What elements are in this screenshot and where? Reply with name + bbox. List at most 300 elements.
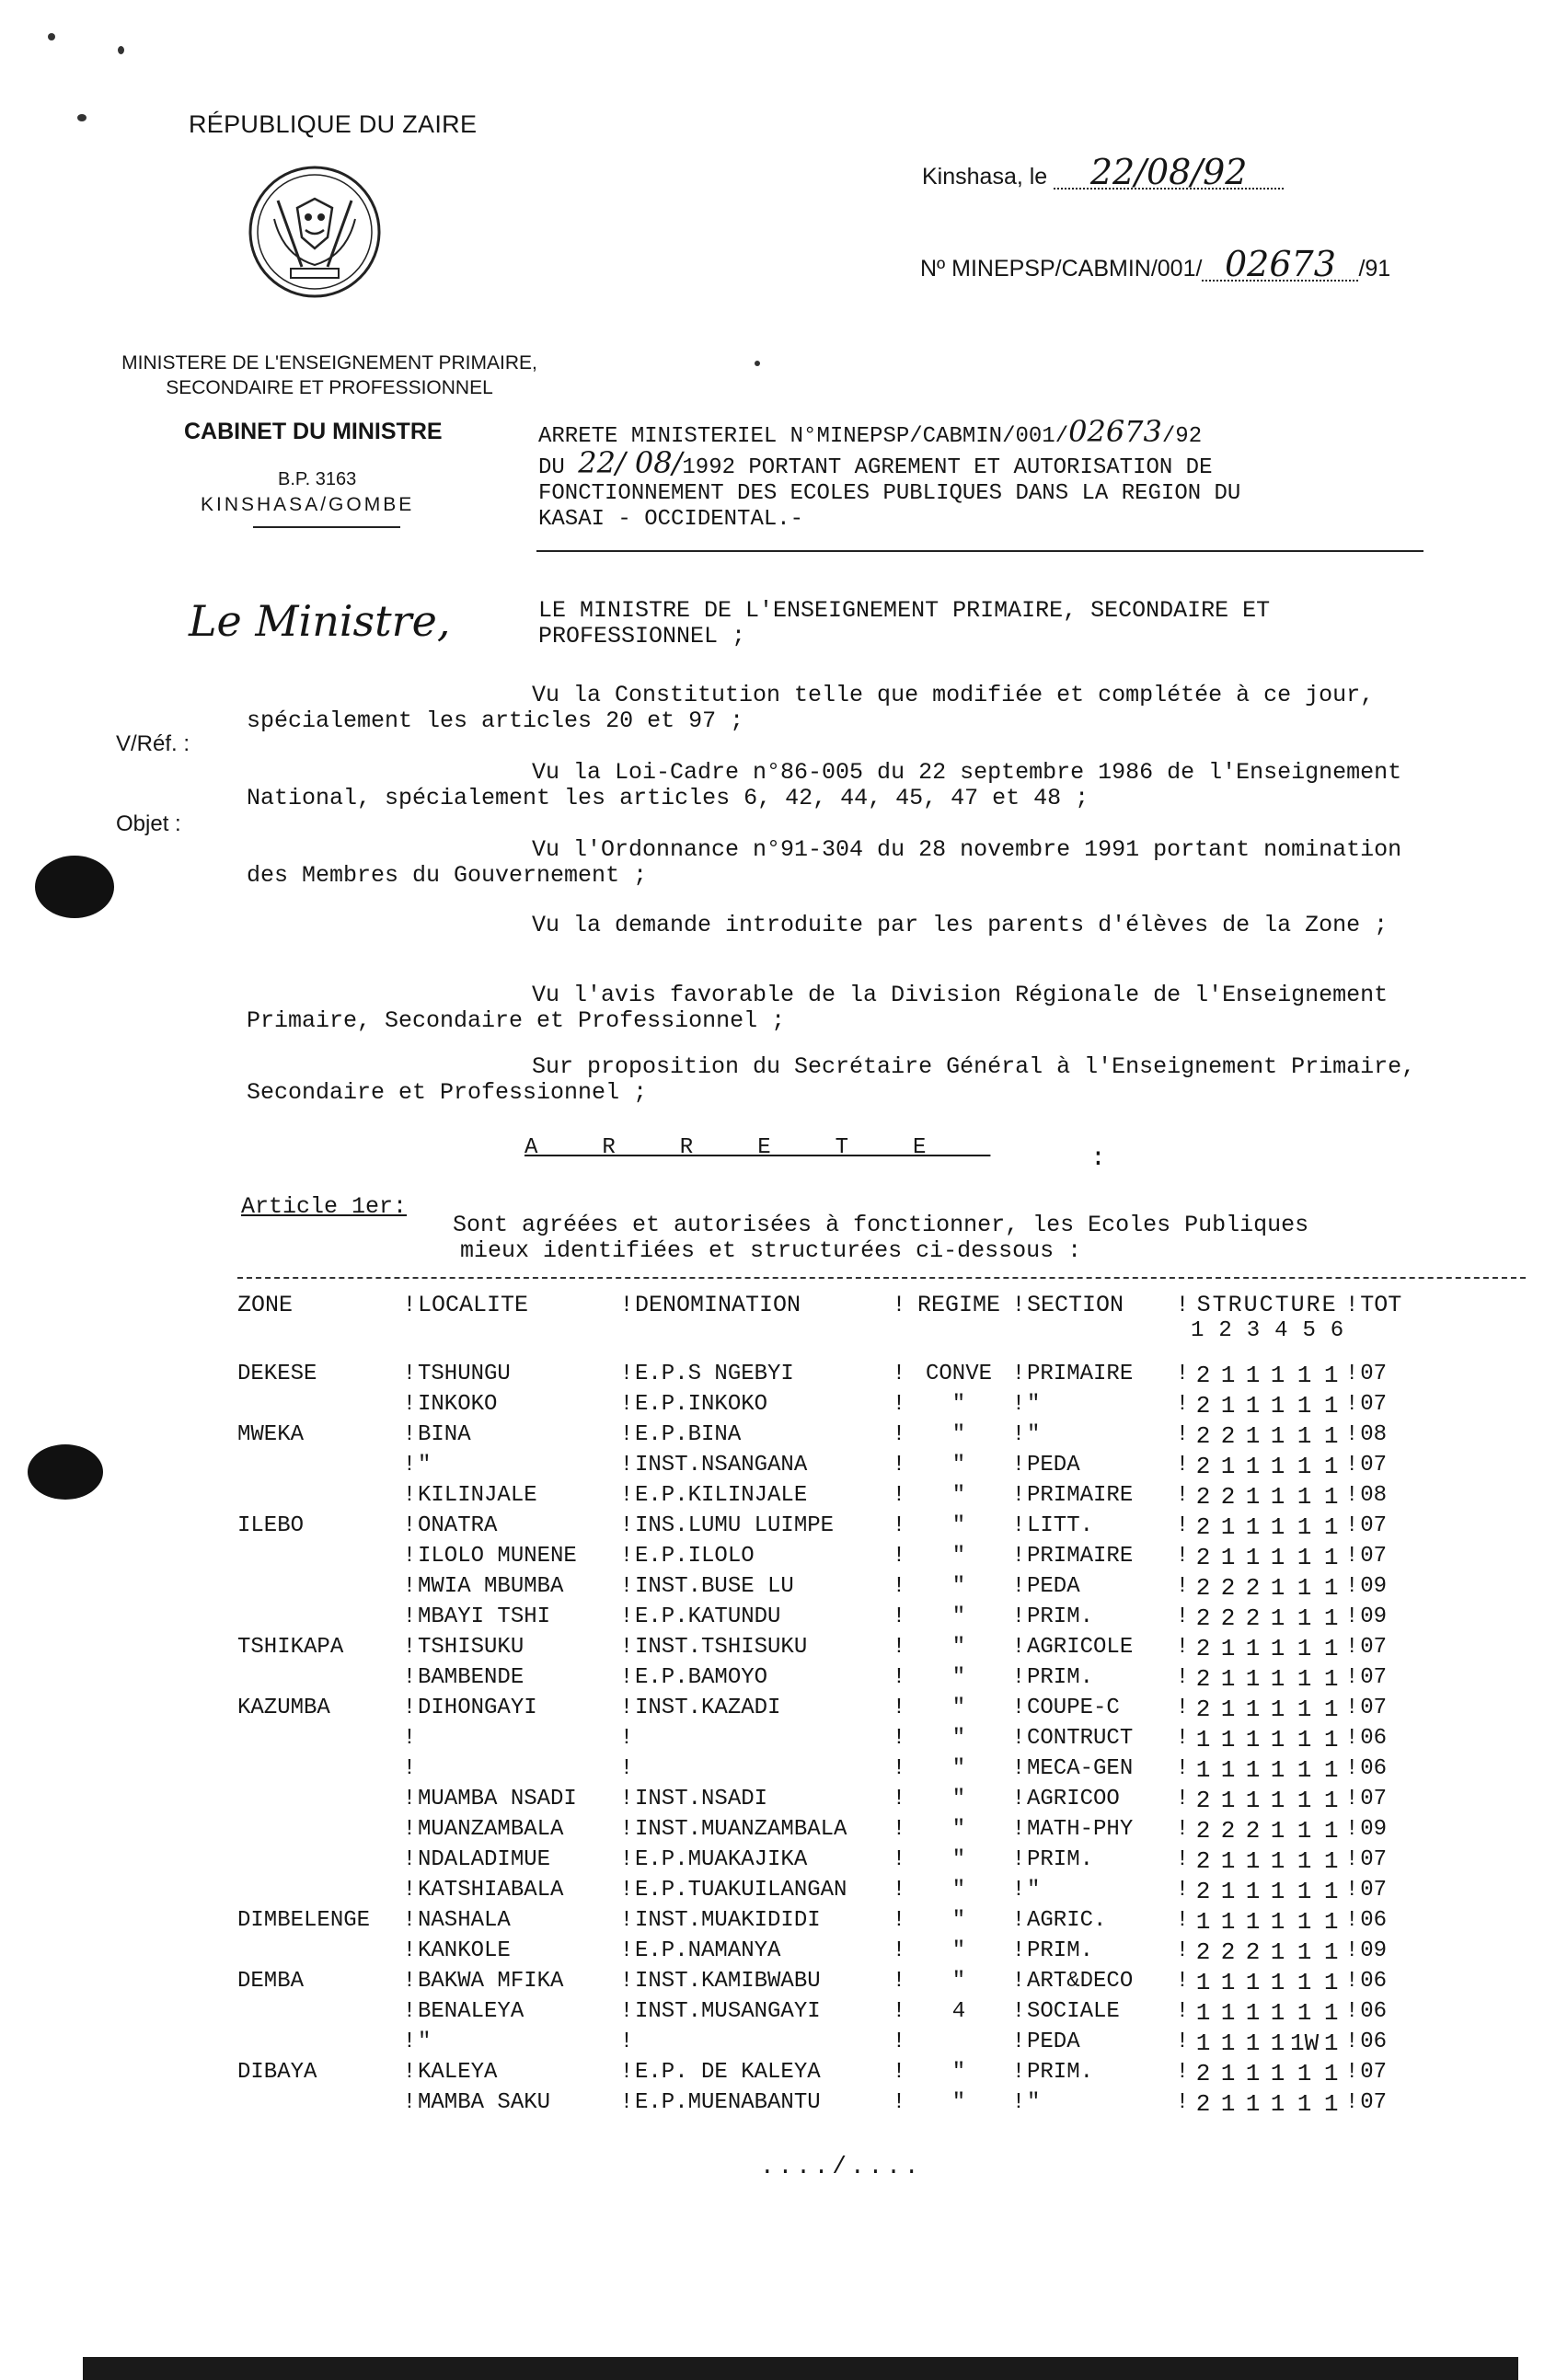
col-separator: ! <box>1345 1847 1359 1872</box>
cell-zone: KAZUMBA <box>237 1696 330 1720</box>
cell-structure-class: 2 <box>1195 1362 1211 1389</box>
cell-structure-class: 1 <box>1245 2029 1261 2057</box>
cell-total: 06 <box>1360 1969 1388 1994</box>
cell-structure-class: 1 <box>1220 1696 1236 1723</box>
col-separator: ! <box>619 1635 634 1660</box>
cell-structure-class: 1 <box>1297 1817 1312 1845</box>
cell-denomination: INST.MUAKIDIDI <box>635 1908 821 1933</box>
cell-structure-class: 2 <box>1195 2060 1211 2087</box>
cell-denomination: INST.KAMIBWABU <box>635 1969 821 1994</box>
cell-structure-class: 1 <box>1323 2090 1339 2118</box>
cell-structure-class: 1 <box>1323 1422 1339 1450</box>
ink-blot <box>35 856 114 918</box>
col-separator: ! <box>402 1604 417 1629</box>
cell-total: 07 <box>1360 1544 1388 1569</box>
cell-total: 06 <box>1360 1999 1388 2024</box>
cell-regime: " <box>951 1665 966 1690</box>
cell-structure-class: 2 <box>1195 1665 1211 1693</box>
vref-label: V/Réf. : <box>116 731 190 756</box>
cell-regime: " <box>951 1787 966 1811</box>
col-separator: ! <box>892 1787 906 1811</box>
col-separator: ! <box>402 1544 417 1569</box>
col-separator: ! <box>1345 1696 1359 1720</box>
table-row <box>237 1513 1417 1544</box>
cell-regime: " <box>951 1604 966 1629</box>
table-row <box>237 1878 1417 1908</box>
cell-zone: DIMBELENGE <box>237 1908 371 1933</box>
cell-structure-class: 1 <box>1245 1908 1261 1936</box>
class-4: 4 <box>1274 1318 1288 1343</box>
col-separator: ! <box>1175 1604 1190 1629</box>
cell-denomination: E.P.ILOLO <box>635 1544 755 1569</box>
header-structure <box>1191 1279 1343 1362</box>
col-separator: ! <box>892 1726 906 1751</box>
cell-zone: DEKESE <box>237 1362 317 1386</box>
cell-zone <box>237 2029 401 2060</box>
cell-denomination: E.P.KATUNDU <box>635 1604 781 1629</box>
table-body <box>237 1362 1417 2121</box>
scan-speck <box>77 114 86 121</box>
schools-grid <box>237 1279 1417 2121</box>
cell-structure-class: 1 <box>1245 1756 1261 1784</box>
article-text-line2: mieux identifiées et structurées ci-dessous : <box>460 1237 1082 1264</box>
cell-structure-class: 1 <box>1270 1999 1285 2027</box>
cell-regime: " <box>951 1938 966 1963</box>
cell-structure-class: 2 <box>1195 1544 1211 1571</box>
cell-structure-class: 1 <box>1323 1453 1339 1480</box>
cell-structure-class: 1 <box>1270 1544 1285 1571</box>
cell-section: COUPE-C <box>1027 1696 1120 1720</box>
cell-zone <box>237 1544 401 1574</box>
cell-localite: MAMBA SAKU <box>418 2090 551 2115</box>
col-separator: ! <box>1345 1969 1359 1994</box>
col-separator: ! <box>892 1574 906 1599</box>
cell-section: PEDA <box>1027 1574 1080 1599</box>
col-separator: ! <box>892 1635 906 1660</box>
cell-localite: BINA <box>418 1422 471 1447</box>
cell-total: 07 <box>1360 1513 1388 1538</box>
col-separator: ! <box>402 1635 417 1660</box>
col-separator: ! <box>619 2090 634 2115</box>
cell-structure-class: 1 <box>1195 1999 1211 2027</box>
header-total: TOT <box>1360 1292 1402 1318</box>
col-separator: ! <box>1175 2090 1190 2115</box>
cell-section: " <box>1027 1422 1041 1447</box>
cell-structure-class: 1 <box>1245 1635 1261 1662</box>
col-separator: ! <box>619 1878 634 1903</box>
scan-speck <box>755 361 760 366</box>
col-separator: ! <box>402 2090 417 2115</box>
cell-structure-class: 1 <box>1245 1787 1261 1814</box>
cell-localite: NDALADIMUE <box>418 1847 551 1872</box>
cell-structure-class: 1 <box>1245 1726 1261 1753</box>
col-separator: ! <box>402 1665 417 1690</box>
cell-structure-class: 1 <box>1245 1665 1261 1693</box>
cell-regime: " <box>951 1574 966 1599</box>
cell-total: 07 <box>1360 2090 1388 2115</box>
cell-total: 07 <box>1360 1847 1388 1872</box>
cell-structure-class: 2 <box>1220 1483 1236 1511</box>
arrete-heading: ARRETE <box>524 1135 991 1160</box>
cell-localite: KANKOLE <box>418 1938 511 1963</box>
col-separator: ! <box>892 2060 906 2085</box>
ref-suffix: /91 <box>1358 256 1391 282</box>
col-separator: ! <box>402 1969 417 1994</box>
col-separator: ! <box>1011 1878 1026 1903</box>
cell-zone: DEMBA <box>237 1969 305 1994</box>
cell-structure-class: 1 <box>1323 1787 1339 1814</box>
cell-denomination: E.P.TUAKUILANGAN <box>635 1878 847 1903</box>
cell-structure-class: 2 <box>1195 1453 1211 1480</box>
cell-structure-class: 1 <box>1270 1574 1285 1602</box>
cell-structure-class: 1 <box>1270 1604 1285 1632</box>
col-separator: ! <box>1011 1292 1026 1318</box>
col-separator: ! <box>1175 1756 1190 1781</box>
cell-total: 07 <box>1360 1696 1388 1720</box>
cell-structure-class: 2 <box>1220 1817 1236 1845</box>
col-separator: ! <box>619 1392 634 1417</box>
cell-total: 07 <box>1360 1665 1388 1690</box>
cell-total: 07 <box>1360 1453 1388 1477</box>
cell-structure-class: 2 <box>1195 1878 1211 1905</box>
cell-denomination: E.P.BAMOYO <box>635 1665 768 1690</box>
col-separator: ! <box>1175 1787 1190 1811</box>
cell-structure-class: 2 <box>1245 1604 1261 1632</box>
table-row <box>237 1453 1417 1483</box>
col-separator: ! <box>1011 1726 1026 1751</box>
cell-structure-class: 1 <box>1220 1665 1236 1693</box>
cell-structure-class: 1W <box>1290 2029 1320 2057</box>
cell-total: 07 <box>1360 1878 1388 1903</box>
scan-edge-smear <box>83 2357 1518 2380</box>
table-row <box>237 1847 1417 1878</box>
cell-structure-class: 1 <box>1270 1878 1285 1905</box>
cell-section: " <box>1027 2090 1041 2115</box>
cell-total: 09 <box>1360 1938 1388 1963</box>
col-separator: ! <box>1011 1483 1026 1508</box>
cell-regime: CONVE <box>925 1362 992 1386</box>
cell-zone <box>237 1453 401 1483</box>
cell-denomination: E.P.MUENABANTU <box>635 2090 821 2115</box>
col-separator: ! <box>1011 1787 1026 1811</box>
col-separator: ! <box>892 1847 906 1872</box>
header-localite: LOCALITE <box>418 1292 529 1318</box>
col-separator: ! <box>1175 1878 1190 1903</box>
cell-section: PEDA <box>1027 2029 1080 2054</box>
cell-structure-class: 1 <box>1195 1908 1211 1936</box>
cell-denomination: INS.LUMU LUIMPE <box>635 1513 835 1538</box>
header-zone: ZONE <box>237 1292 294 1318</box>
cell-structure-class: 2 <box>1195 1847 1211 1875</box>
cell-structure-class: 1 <box>1220 1908 1236 1936</box>
cell-regime: 4 <box>951 1999 966 2024</box>
cell-denomination <box>635 1726 891 1756</box>
cell-structure-class: 1 <box>1323 1938 1339 1966</box>
cell-structure-class: 1 <box>1297 1574 1312 1602</box>
col-separator: ! <box>1345 2029 1359 2054</box>
cell-structure-class: 1 <box>1270 1513 1285 1541</box>
cell-section: MECA-GEN <box>1027 1756 1134 1781</box>
cell-structure-class: 1 <box>1270 1938 1285 1966</box>
cell-structure-class: 1 <box>1270 2090 1285 2118</box>
cell-structure-class: 1 <box>1220 1362 1236 1389</box>
cell-structure-class: 2 <box>1220 1422 1236 1450</box>
col-separator: ! <box>1345 1483 1359 1508</box>
cell-localite: BAMBENDE <box>418 1665 524 1690</box>
cell-localite: " <box>418 2029 432 2054</box>
title-line4: KASAI - OCCIDENTAL.- <box>538 507 804 532</box>
cell-total: 09 <box>1360 1574 1388 1599</box>
cell-section: PRIM. <box>1027 2060 1094 2085</box>
cell-structure-class: 1 <box>1323 1817 1339 1845</box>
cell-localite: MUAMBA NSADI <box>418 1787 577 1811</box>
cell-structure-class: 2 <box>1195 1574 1211 1602</box>
cell-structure-class: 1 <box>1323 1696 1339 1723</box>
col-separator: ! <box>1175 2029 1190 2054</box>
cell-section: " <box>1027 1878 1041 1903</box>
cell-section: PRIM. <box>1027 1604 1094 1629</box>
cell-total: 07 <box>1360 1787 1388 1811</box>
table-row <box>237 1635 1417 1665</box>
cell-localite: TSHISUKU <box>418 1635 524 1660</box>
preamble-vu-constitution: Vu la Constitution telle que modifiée et complétée à ce jour, spécialement les articles 20 et 97 ; <box>247 682 1375 734</box>
cell-regime: " <box>951 1392 966 1417</box>
cell-total: 06 <box>1360 1756 1388 1781</box>
col-separator: ! <box>892 1908 906 1933</box>
cell-structure-class: 1 <box>1297 1908 1312 1936</box>
cell-zone <box>237 1847 401 1878</box>
col-separator: ! <box>1175 1726 1190 1751</box>
cell-structure-class: 1 <box>1323 1665 1339 1693</box>
table-row <box>237 1574 1417 1604</box>
cell-zone <box>237 1726 401 1756</box>
col-separator: ! <box>402 1847 417 1872</box>
cell-regime <box>907 2029 1010 2060</box>
preamble-vu-demande: Vu la demande introduite par les parents d'élèves de la Zone ; <box>532 912 1389 938</box>
cell-structure-class: 2 <box>1195 1422 1211 1450</box>
col-separator: ! <box>619 2029 634 2054</box>
cell-structure-class: 1 <box>1270 1908 1285 1936</box>
title-date-handwritten: 22/ 08/ <box>578 445 683 480</box>
cell-structure-class: 1 <box>1323 1544 1339 1571</box>
title-rule <box>536 550 1423 552</box>
col-separator: ! <box>1175 1483 1190 1508</box>
col-separator: ! <box>1344 1292 1359 1318</box>
cell-total: 08 <box>1360 1422 1388 1447</box>
col-separator: ! <box>619 1604 634 1629</box>
cell-structure-class: 2 <box>1195 1483 1211 1511</box>
col-separator: ! <box>1345 1817 1359 1842</box>
cell-section: PRIMAIRE <box>1027 1362 1134 1386</box>
col-separator: ! <box>1345 1726 1359 1751</box>
col-separator: ! <box>402 1817 417 1842</box>
handwritten-date: 22/08/92 <box>1054 156 1284 190</box>
cell-structure-class: 1 <box>1323 1969 1339 1996</box>
col-separator: ! <box>1011 1999 1026 2024</box>
ref-prefix: Nº MINEPSP/CABMIN/001/ <box>920 256 1203 282</box>
cell-denomination: E.P.KILINJALE <box>635 1483 808 1508</box>
cell-zone <box>237 1787 401 1817</box>
cell-structure-class: 1 <box>1297 1969 1312 1996</box>
cell-structure-class: 1 <box>1270 2060 1285 2087</box>
cell-structure-class: 1 <box>1297 1392 1312 1420</box>
cell-structure-class: 1 <box>1220 1847 1236 1875</box>
cell-localite: MUANZAMBALA <box>418 1817 564 1842</box>
col-separator: ! <box>1345 1635 1359 1660</box>
cell-regime: " <box>951 1453 966 1477</box>
cell-structure-class: 1 <box>1195 2029 1211 2057</box>
col-separator: ! <box>1175 1635 1190 1660</box>
col-separator: ! <box>892 1938 906 1963</box>
cell-denomination: INST.BUSE LU <box>635 1574 794 1599</box>
cell-denomination <box>635 2029 891 2060</box>
cell-structure-class: 1 <box>1323 1392 1339 1420</box>
col-separator: ! <box>1011 1817 1026 1842</box>
cell-localite: ILOLO MUNENE <box>418 1544 577 1569</box>
title-line2: 1992 PORTANT AGREMENT ET AUTORISATION DE <box>682 455 1213 480</box>
col-separator: ! <box>1011 1544 1026 1569</box>
cell-denomination: E.P. DE KALEYA <box>635 2060 821 2085</box>
cell-structure-class: 1 <box>1245 2090 1261 2118</box>
cell-structure-class: 1 <box>1220 1544 1236 1571</box>
cell-denomination: INST.NSADI <box>635 1787 768 1811</box>
col-separator: ! <box>402 1422 417 1447</box>
cell-structure-class: 1 <box>1245 1696 1261 1723</box>
cell-structure-class: 1 <box>1270 1635 1285 1662</box>
cell-structure-class: 1 <box>1297 1362 1312 1389</box>
cell-structure-class: 1 <box>1220 1513 1236 1541</box>
col-separator: ! <box>402 1483 417 1508</box>
class-3: 3 <box>1246 1318 1261 1343</box>
table-row <box>237 1787 1417 1817</box>
cell-zone: ILEBO <box>237 1513 305 1538</box>
preamble-vu-ordonnance: Vu l'Ordonnance n°91-304 du 28 novembre 1991 portant nomination des Membres du Gouvernement ; <box>247 836 1402 889</box>
col-separator: ! <box>402 1453 417 1477</box>
col-separator: ! <box>402 1938 417 1963</box>
col-separator: ! <box>402 1292 417 1318</box>
col-separator: ! <box>619 1544 634 1569</box>
cell-total: 06 <box>1360 2029 1388 2054</box>
cell-zone <box>237 1483 401 1513</box>
cell-total: 07 <box>1360 1635 1388 1660</box>
cell-structure-class: 1 <box>1297 1513 1312 1541</box>
cell-localite: KATSHIABALA <box>418 1878 564 1903</box>
col-separator: ! <box>1175 1392 1190 1417</box>
cell-section: " <box>1027 1392 1041 1417</box>
cell-structure-class: 1 <box>1195 1969 1211 1996</box>
cell-total: 06 <box>1360 1726 1388 1751</box>
table-row <box>237 1969 1417 1999</box>
cell-localite: " <box>418 1453 432 1477</box>
cell-regime: " <box>951 2060 966 2085</box>
objet-label: Objet : <box>116 811 181 836</box>
table-row <box>237 1817 1417 1847</box>
scan-speck <box>118 46 124 54</box>
cell-section: PRIMAIRE <box>1027 1544 1134 1569</box>
cell-denomination: E.P.BINA <box>635 1422 742 1447</box>
cell-zone <box>237 1574 401 1604</box>
col-separator: ! <box>1345 1665 1359 1690</box>
col-separator: ! <box>402 2060 417 2085</box>
col-separator: ! <box>402 2029 417 2054</box>
col-separator: ! <box>1345 1513 1359 1538</box>
cell-structure-class: 1 <box>1323 1878 1339 1905</box>
col-separator: ! <box>892 1544 906 1569</box>
col-separator: ! <box>1175 1665 1190 1690</box>
cell-section: AGRICOO <box>1027 1787 1120 1811</box>
cell-regime: " <box>951 1726 966 1751</box>
col-separator: ! <box>1175 1817 1190 1842</box>
cell-structure-class: 1 <box>1245 1847 1261 1875</box>
col-separator: ! <box>402 1574 417 1599</box>
cell-localite: KALEYA <box>418 2060 498 2085</box>
col-separator: ! <box>1011 1635 1026 1660</box>
col-separator: ! <box>892 2029 906 2054</box>
col-separator: ! <box>1345 1574 1359 1599</box>
cell-zone <box>237 1999 401 2029</box>
cell-regime: " <box>951 1422 966 1447</box>
cell-structure-class: 1 <box>1297 1665 1312 1693</box>
cell-structure-class: 1 <box>1195 1726 1211 1753</box>
cell-localite: MWIA MBUMBA <box>418 1574 564 1599</box>
cell-regime: " <box>951 1635 966 1660</box>
preamble-vu-loi-cadre: Vu la Loi-Cadre n°86-005 du 22 septembre 1986 de l'Enseignement National, spécialement les articles 6, 42, 44, 45, 47 et 48 ; <box>247 759 1402 811</box>
continuation-marker: ..../.... <box>760 2153 923 2180</box>
col-separator: ! <box>1175 1847 1190 1872</box>
col-separator: ! <box>892 1392 906 1417</box>
city-address: KINSHASA/GOMBE <box>201 494 415 515</box>
cell-structure-class: 1 <box>1220 1392 1236 1420</box>
cell-structure-class: 1 <box>1323 1635 1339 1662</box>
cell-structure-class: 1 <box>1297 1938 1312 1966</box>
cell-localite: TSHUNGU <box>418 1362 511 1386</box>
cell-total: 09 <box>1360 1604 1388 1629</box>
cell-structure-class: 2 <box>1195 1817 1211 1845</box>
col-separator: ! <box>1011 2090 1026 2115</box>
col-separator: ! <box>1345 1544 1359 1569</box>
cell-structure-class: 2 <box>1195 1635 1211 1662</box>
national-seal-emblem <box>247 164 383 300</box>
cell-denomination: E.P.INKOKO <box>635 1392 768 1417</box>
table-row <box>237 1908 1417 1938</box>
cell-denomination: INST.TSHISUKU <box>635 1635 808 1660</box>
structure-label: STRUCTURE <box>1196 1292 1338 1318</box>
col-separator: ! <box>1175 1453 1190 1477</box>
col-separator: ! <box>1011 1908 1026 1933</box>
col-separator: ! <box>402 1756 417 1781</box>
cell-structure-class: 1 <box>1245 1969 1261 1996</box>
cell-structure-class: 1 <box>1270 1453 1285 1480</box>
col-separator: ! <box>892 1878 906 1903</box>
col-separator: ! <box>402 1392 417 1417</box>
col-separator: ! <box>892 1756 906 1781</box>
table-row <box>237 1422 1417 1453</box>
cell-structure-class: 1 <box>1270 1362 1285 1389</box>
col-separator: ! <box>619 1422 634 1447</box>
cell-structure-class: 2 <box>1220 1938 1236 1966</box>
cell-zone <box>237 1756 401 1787</box>
table-row <box>237 1392 1417 1422</box>
col-separator: ! <box>619 1696 634 1720</box>
article-label: Article 1er: <box>241 1193 408 1220</box>
cell-structure-class: 1 <box>1220 1635 1236 1662</box>
col-separator: ! <box>1011 1696 1026 1720</box>
header-regime: REGIME <box>916 1292 1000 1318</box>
cell-structure-class: 2 <box>1220 1604 1236 1632</box>
col-separator: ! <box>1011 1756 1026 1781</box>
col-separator: ! <box>619 1292 634 1318</box>
republic-heading: RÉPUBLIQUE DU ZAIRE <box>189 110 478 138</box>
